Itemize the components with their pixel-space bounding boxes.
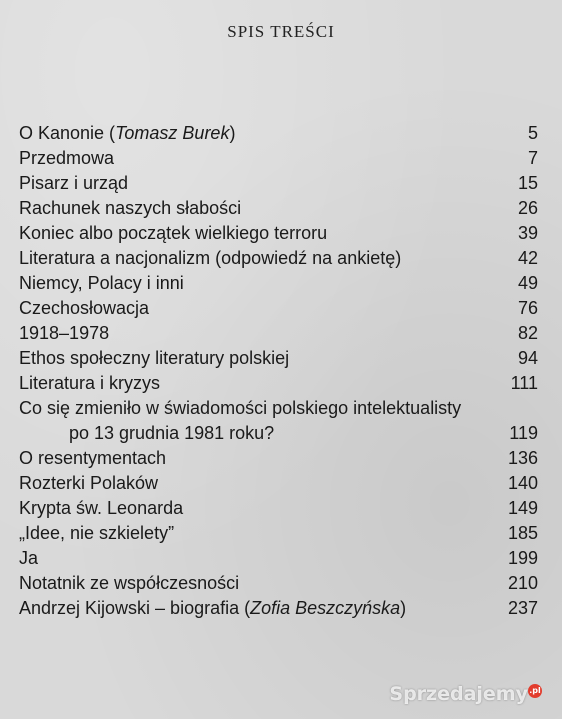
watermark-text: Sprzedajemy [389,683,528,705]
toc-entry [19,221,538,246]
toc-entry-page: 199 [507,548,538,568]
toc-entry-page: 111 [510,373,538,393]
toc-entry [19,271,538,296]
toc-entry-title: Niemcy, Polacy i inni [19,273,184,293]
toc-entry-page: 237 [507,598,538,618]
toc-entry-author: Tomasz Burek [115,123,230,143]
toc-entry [19,371,538,396]
toc-entry-page: 15 [517,173,538,193]
toc-entry-title: Pisarz i urząd [19,173,129,193]
toc-entry-title: Co się zmieniło w świadomości polskiego intelektualisty [19,398,462,418]
toc-entry-title: Rachunek naszych słabości [19,198,242,218]
toc-entry-title: Przedmowa [19,148,115,168]
toc-entry [19,121,538,146]
toc-entry-title: Rozterki Polaków [19,473,159,493]
toc-entry-title: Czechosłowacja [19,298,150,318]
toc-entry [19,346,538,371]
toc-entry [19,521,538,546]
toc-entry [19,571,538,596]
toc-entry [19,196,538,221]
toc-entry-title-continuation: po 13 grudnia 1981 roku? [69,423,275,443]
toc-entry-page: 82 [517,323,538,343]
toc-entry-page: 39 [517,223,538,243]
toc-entry-title: 1918–1978 [19,323,110,343]
toc-entry-title: O Kanonie (Tomasz Burek) [19,123,236,143]
toc-entry-page: 7 [527,148,538,168]
table-of-contents [19,121,538,621]
toc-entry-title: Ja [19,548,39,568]
toc-entry [19,396,538,446]
toc-entry-title: Literatura i kryzys [19,373,161,393]
toc-entry-title: Andrzej Kijowski – biografia (Zofia Beszczyńska) [19,598,407,618]
toc-entry-page: 210 [507,573,538,593]
toc-entry-title: Ethos społeczny literatury polskiej [19,348,290,368]
toc-entry [19,171,538,196]
toc-entry-page: 5 [527,123,538,143]
toc-entry [19,296,538,321]
toc-entry-title: „Idee, nie szkielety” [19,523,175,543]
toc-entry-title: O resentymentach [19,448,167,468]
toc-entry-page: 136 [507,448,538,468]
watermark-badge: .pl [528,684,542,698]
toc-entry-page: 140 [507,473,538,493]
toc-entry-author: Zofia Beszczyńska [250,598,401,618]
toc-entry-page: 49 [517,273,538,293]
toc-entry [19,321,538,346]
toc-entry-page: 76 [517,298,538,318]
toc-entry-page: 185 [507,523,538,543]
site-watermark [389,683,542,705]
toc-entry [19,471,538,496]
toc-entry-page: 119 [509,423,538,443]
toc-entry [19,546,538,571]
toc-entry-title: Notatnik ze współczesności [19,573,240,593]
toc-entry [19,146,538,171]
toc-entry-page: 42 [517,248,538,268]
page-heading: SPIS TREŚCI [227,22,335,41]
toc-entry [19,246,538,271]
toc-entry-page: 94 [517,348,538,368]
toc-entry-page: 26 [517,198,538,218]
toc-entry-page: 149 [507,498,538,518]
toc-entry [19,446,538,471]
toc-entry-title: Literatura a nacjonalizm (odpowiedź na ankietę) [19,248,402,268]
toc-entry [19,496,538,521]
toc-entry-title: Krypta św. Leonarda [19,498,184,518]
toc-entry [19,596,538,621]
toc-entry-title: Koniec albo początek wielkiego terroru [19,223,328,243]
